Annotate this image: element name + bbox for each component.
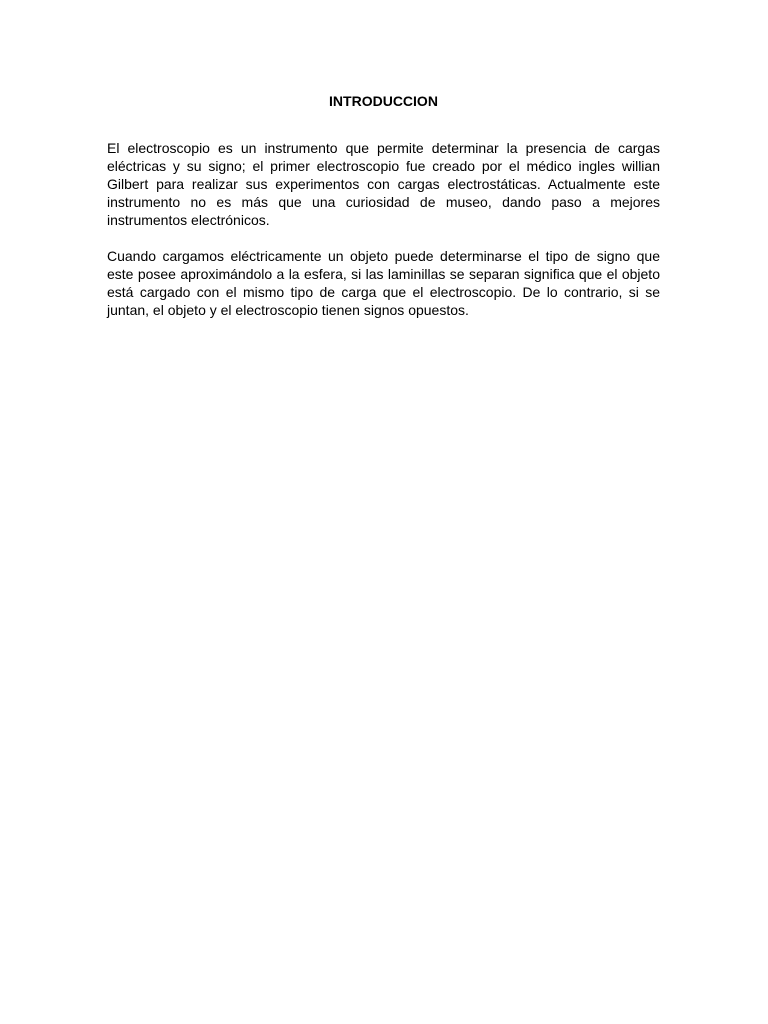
document-title: INTRODUCCION (329, 93, 438, 109)
paragraph-1: El electroscopio es un instrumento que permite determinar la presencia de cargas eléctricas y su signo; el primer electroscopio fue creado por el médico ingles willian Gilbert para realizar sus experimentos con cargas electrostáticas. Actualmente este instrumento no es más que una curiosidad de museo, dando paso a mejores instrumentos electrónicos. (107, 140, 660, 228)
document-body (107, 92, 660, 319)
paragraph-2: Cuando cargamos eléctricamente un objeto puede determinarse el tipo de signo que este posee aproximándolo a la esfera, si las laminillas se separan significa que el objeto está cargado con el mismo tipo de carga que el electroscopio. De lo contrario, si se juntan, el objeto y el electroscopio tienen signos opuestos. (107, 248, 660, 318)
